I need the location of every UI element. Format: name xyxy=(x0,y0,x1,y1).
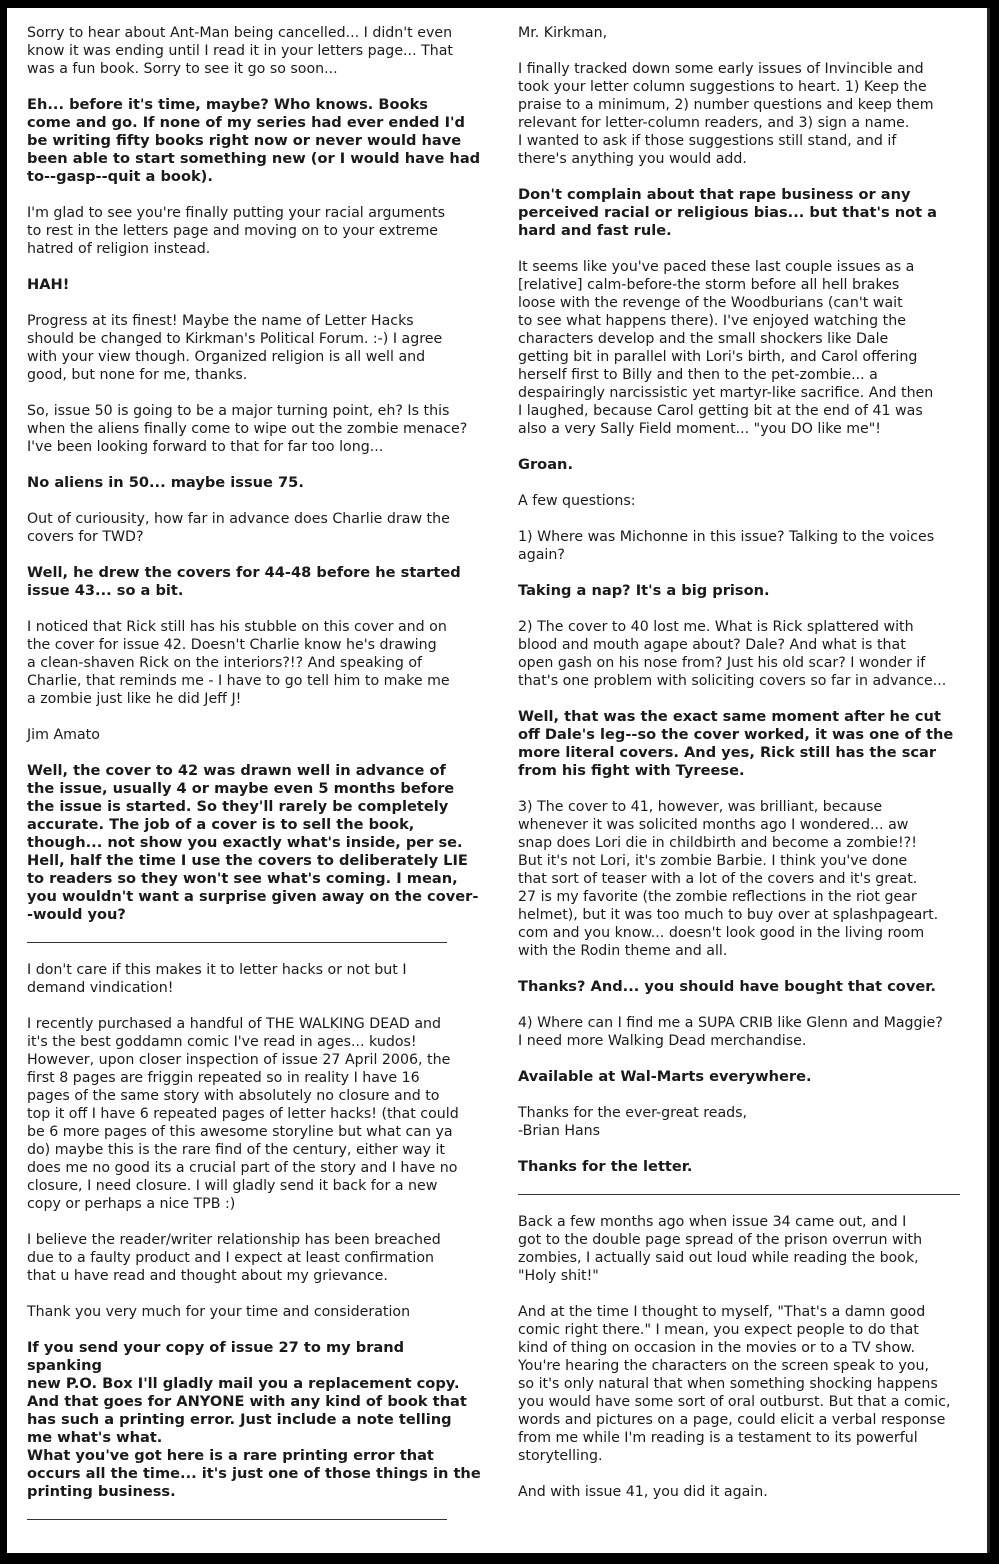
editor-reply: Groan. xyxy=(518,456,573,473)
editor-reply: Thanks for the letter. xyxy=(518,1158,693,1175)
editor-reply: Eh... before it's time, maybe? Who knows. Books come and go. If none of my series had ever ended I'd be writing fifty books right now or never would have been able to start something new (or I would have had to--gasp--quit a book). xyxy=(27,96,481,185)
reader-letter-paragraph: I finally tracked down some early issues of Invincible and took your letter column suggestions to heart. 1) Keep the praise to a minimum, 2) number questions and keep them relevant for letter-column readers, and 3) sign a name. I wanted to ask if those suggestions still stand, and if there's anything you would add. xyxy=(518,61,934,167)
editor-reply: Don't complain about that rape business or any perceived racial or religious bias... but that's not a hard and fast rule. xyxy=(518,186,938,239)
reader-letter-paragraph: 2) The cover to 40 lost me. What is Rick splattered with blood and mouth agape about? Dale? And what is that open gash on his nose from? Just his old scar? I wonder if that's one problem with soliciting covers so far in advance... xyxy=(518,619,947,689)
reader-letter-paragraph: I noticed that Rick still has his stubble on this cover and on the cover for issue 42. Doesn't Charlie know he's drawing a clean-shaven Rick on the interiors?!? And speaking of Charlie, that reminds me - I have to go tell him to make me a zombie just like he did Jeff J! xyxy=(27,619,450,707)
reader-letter-paragraph: I'm glad to see you're finally putting your racial arguments to rest in the letters page and moving on to your extreme hatred of religion instead. xyxy=(27,205,445,257)
editor-reply: Taking a nap? It's a big prison. xyxy=(518,582,770,599)
reader-letter-paragraph: Out of curiousity, how far in advance does Charlie draw the covers for TWD? xyxy=(27,511,450,545)
editor-reply: Well, the cover to 42 was drawn well in advance of the issue, usually 4 or maybe even 5 months before the issue is started. So they'll rarely be completely accurate. The job of a cover is to sell the book, though... not show you exactly what's inside, per se. Hell, half the time I use the covers to deliberately LIE to readers so they won't see what's coming. I mean, you wouldn't want a surprise given away on the cover- -would you? xyxy=(27,762,479,923)
letters-page xyxy=(7,8,990,1553)
editor-reply: Available at Wal-Marts everywhere. xyxy=(518,1068,812,1085)
section-divider xyxy=(518,1194,960,1195)
reader-letter-paragraph: I recently purchased a handful of THE WALKING DEAD and it's the best goddamn comic I've read in ages... kudos! However, upon closer inspection of issue 27 April 2006, the first 8 pages are friggin repeated so in reality I have 16 pages of the same story with absolutely no closure and to top it off I have 6 repeated pages of letter hacks! (that could be 6 more pages of this awesome storyline but what can ya do) maybe this is the rare find of the century, either way it does me no good its a crucial part of the story and I have no closure, I need closure. I will gladly send it back for a new copy or perhaps a nice TPB :) xyxy=(27,1016,459,1212)
reader-letter-paragraph: 1) Where was Michonne in this issue? Talking to the voices again? xyxy=(518,529,935,563)
editor-reply: Well, that was the exact same moment after he cut off Dale's leg--so the cover worked, it was one of the more literal covers. And yes, Rick still has the scar from his fight with Tyreese. xyxy=(518,708,954,779)
reader-letter-paragraph: And at the time I thought to myself, "That's a damn good comic right there." I mean, you expect people to do that kind of thing on occasion in the movies or to a TV show. You're hearing the characters on the screen speak to you, so it's only natural that when something shocking happens you would have some sort of oral outburst. But that a comic, words and pictures on a page, could elicit a verbal response from me while I'm reading is a testament to its powerful storytelling. xyxy=(518,1304,951,1464)
reader-letter-paragraph: 4) Where can I find me a SUPA CRIB like Glenn and Maggie? I need more Walking Dead merchandise. xyxy=(518,1015,943,1049)
left-column xyxy=(27,24,482,1538)
reader-letter-paragraph: Thanks for the ever-great reads, -Brian Hans xyxy=(518,1105,748,1139)
right-column xyxy=(518,24,968,1519)
editor-reply: If you send your copy of issue 27 to my brand spanking new P.O. Box I'll gladly mail you a replacement copy. And that goes for ANYONE with any kind of book that has such a printing error. Just include a note telling me what's what. What you've got here is a rare printing error that occurs all the time... it's just one of those things in the printing business. xyxy=(27,1339,481,1500)
reader-letter-paragraph: It seems like you've paced these last couple issues as a [relative] calm-before-the storm before all hell brakes loose with the revenge of the Woodburians (can't wait to see what happens there). I've enjoyed watching the characters develop and the small shockers like Dale getting bit in parallel with Lori's birth, and Carol offering herself first to Billy and then to the pet-zombie... a despairingly narcissistic yet martyr-like sacrifice. And then I laughed, because Carol getting bit at the end of 41 was also a very Sally Field moment... "you DO like me"! xyxy=(518,259,934,437)
reader-letter-paragraph: Mr. Kirkman, xyxy=(518,25,608,41)
reader-letter-paragraph: Sorry to hear about Ant-Man being cancelled... I didn't even know it was ending until I read it in your letters page... That was a fun book. Sorry to see it go so soon... xyxy=(27,25,453,77)
reader-letter-paragraph: 3) The cover to 41, however, was brilliant, because whenever it was solicited months ago I wondered... aw snap does Lori die in childbirth and become a zombie!?! But it's not Lori, it's zombie Barbie. I think you've done that sort of teaser with a lot of the covers and it's great. 27 is my favorite (the zombie reflections in the riot gear helmet), but it was too much to buy over at splashpageart. com and you know... doesn't look good in the living room with the Rodin theme and all. xyxy=(518,799,939,959)
reader-letter-paragraph: I don't care if this makes it to letter hacks or not but I demand vindication! xyxy=(27,962,407,996)
reader-letter-paragraph: Back a few months ago when issue 34 came out, and I got to the double page spread of the prison overrun with zombies, I actually said out loud while reading the book, "Holy shit!" xyxy=(518,1214,923,1284)
reader-letter-paragraph: So, issue 50 is going to be a major turning point, eh? Is this when the aliens finally come to wipe out the zombie menace? I've been looking forward to that for far too long... xyxy=(27,403,468,455)
section-divider xyxy=(27,942,447,943)
section-divider xyxy=(27,1519,447,1520)
editor-reply: HAH! xyxy=(27,276,70,293)
reader-letter-paragraph: A few questions: xyxy=(518,493,636,509)
editor-reply: Thanks? And... you should have bought that cover. xyxy=(518,978,936,995)
reader-letter-paragraph: I believe the reader/writer relationship has been breached due to a faulty product and I expect at least confirmation that u have read and thought about my grievance. xyxy=(27,1232,441,1284)
editor-reply: No aliens in 50... maybe issue 75. xyxy=(27,474,304,491)
reader-letter-paragraph: Thank you very much for your time and consideration xyxy=(27,1304,411,1320)
editor-reply: Well, he drew the covers for 44-48 before he started issue 43... so a bit. xyxy=(27,564,461,599)
reader-letter-paragraph: Progress at its finest! Maybe the name of Letter Hacks should be changed to Kirkman's Political Forum. :-) I agree with your view though. Organized religion is all well and good, but none for me, thanks. xyxy=(27,313,443,383)
reader-letter-paragraph: Jim Amato xyxy=(27,727,100,743)
reader-letter-paragraph: And with issue 41, you did it again. xyxy=(518,1484,768,1500)
